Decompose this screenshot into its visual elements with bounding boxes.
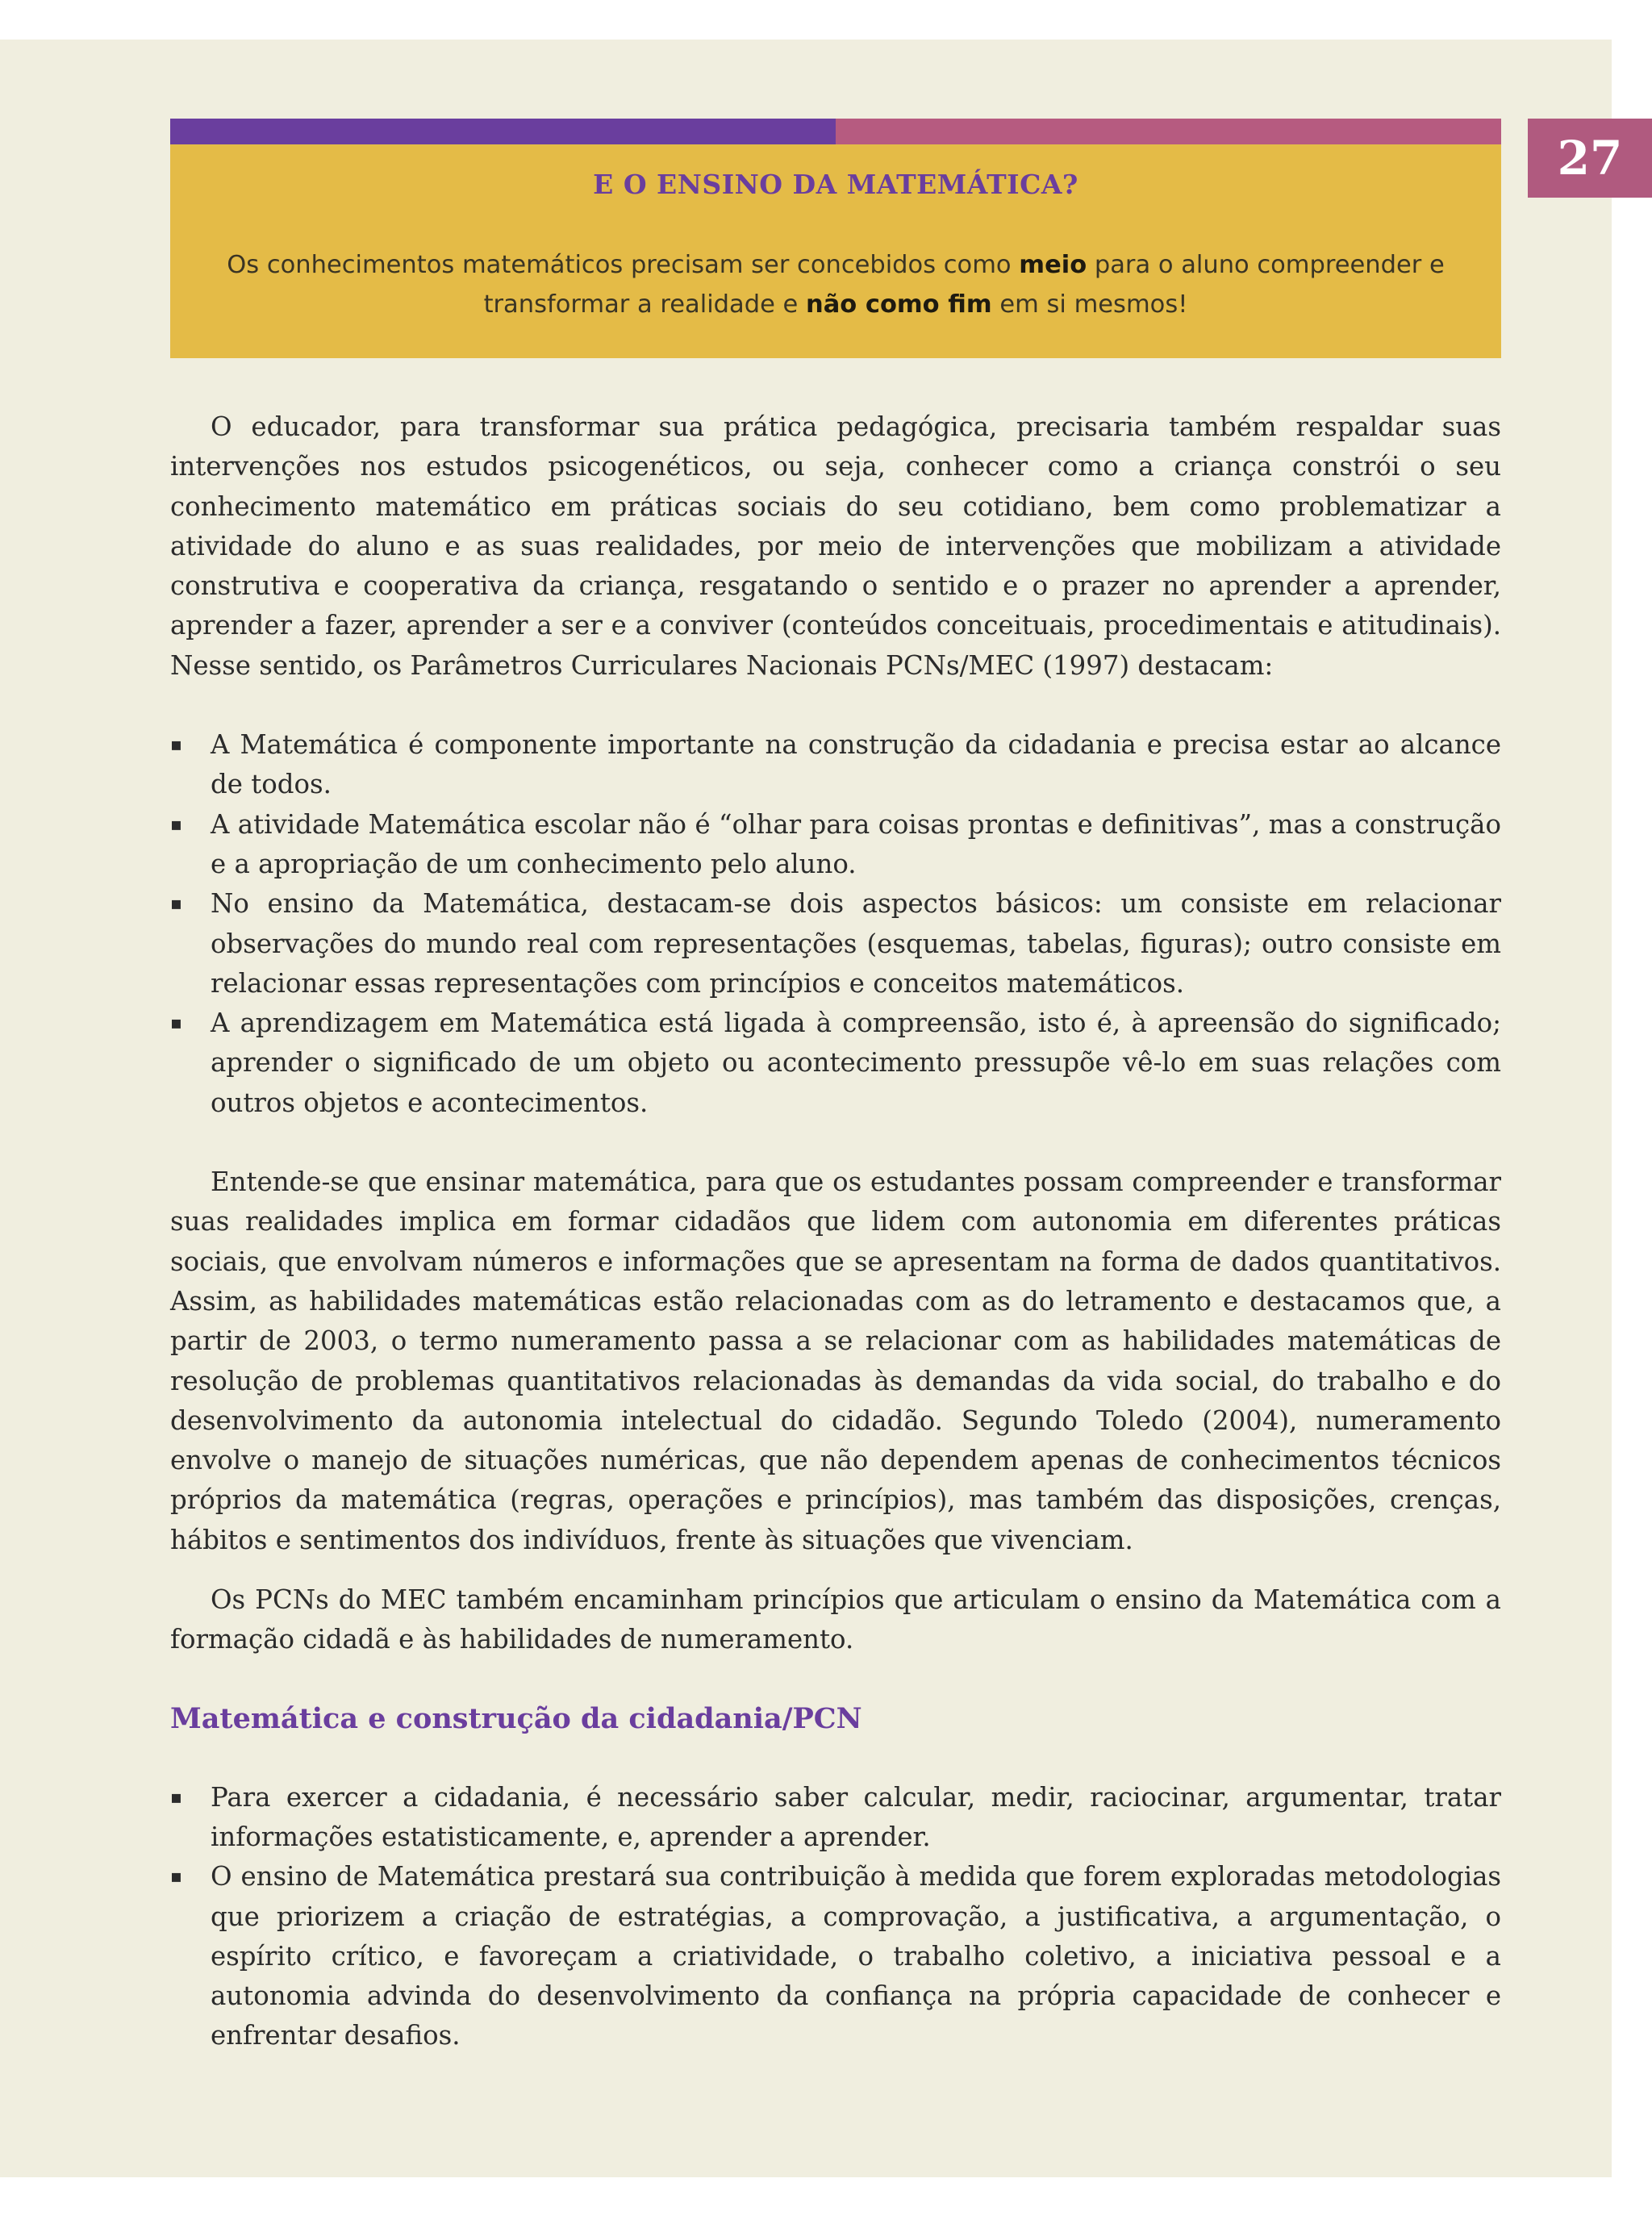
callout-bar-purple (170, 119, 836, 144)
list-item (170, 1004, 1501, 1123)
bullet-icon: ▪ (170, 1013, 182, 1034)
callout-box (170, 119, 1501, 358)
spacer (170, 1560, 1501, 1580)
callout-text (219, 245, 1453, 324)
callout-bar-pink (836, 119, 1501, 144)
callout-text-bold-meio: meio (1019, 251, 1087, 279)
list-item (170, 725, 1501, 805)
bullet-icon: ▪ (170, 814, 182, 835)
list-item-text: O ensino de Matemática prestará sua contribuição à medida que forem exploradas metodologias que priorizem a criação de estratégias, a comprovação, a justificativa, a argumentação, o espírito crítico, e favoreçam a criatividade, o trabalho coletivo, a iniciativa pessoal e a autonomia advinda do desenvolvimento da confiança na própria capacidade de conhecer e enfrentar desafios. (211, 1861, 1501, 2051)
spacer (170, 686, 1501, 725)
list-item (170, 884, 1501, 1004)
spacer (170, 1738, 1501, 1778)
list-item-text: A aprendizagem em Matemática está ligada à compreensão, isto é, à apreensão do significado; aprender o significado de um objeto ou acontecimento pressupõe vê-lo em suas relações com outros objetos e acontecimentos. (211, 1008, 1501, 1118)
section-heading: Matemática e construção da cidadania/PCN (170, 1701, 862, 1735)
list-item (170, 1778, 1501, 1858)
callout-text-part-2: para o aluno compreender e transformar a realidade e (483, 251, 1445, 319)
bullet-icon: ▪ (170, 735, 182, 756)
spacer (170, 1123, 1501, 1162)
section-bullet-list (170, 1778, 1501, 2056)
callout-title: E O ENSINO DA MATEMÁTICA? (593, 169, 1078, 200)
paragraph-numeramento: Entende-se que ensinar matemática, para que os estudantes possam compreender e transformar suas realidades implica em formar cidadãos que lidem com autonomia em diferentes práticas sociais, que envolvam números e informações que se apresentam na forma de dados quantitativos. Assim, as habilidades matemáticas estão relacionadas com as do letramento e destacamos que, a partir de 2003, o termo numeramento passa a se relacionar com as habilidades matemáticas de resolução de problemas quantitativos relacionadas às demandas da vida social, do trabalho e do desenvolvimento da autonomia intelectual do cidadão. Segundo Toledo (2004), numeramento envolve o manejo de situações numéricas, que não dependem apenas de conhecimentos técnicos próprios da matemática (regras, operações e princípios), mas também das disposições, crenças, hábitos e sentimentos dos indivíduos, frente às situações que vivenciam. (170, 1166, 1501, 1555)
list-item-text: A atividade Matemática escolar não é “olhar para coisas prontas e definitivas”, mas a construção e a apropriação de um conhecimento pelo aluno. (211, 808, 1501, 879)
main-content (170, 407, 1501, 2056)
page-number: 27 (1528, 119, 1652, 198)
list-item-text: No ensino da Matemática, destacam-se dois aspectos básicos: um consiste em relacionar observações do mundo real com representações (esquemas, tabelas, figuras); outro consiste em relacionar essas representações com princípios e conceitos matemáticos. (211, 888, 1501, 999)
list-item (170, 805, 1501, 885)
list-item-text: A Matemática é componente importante na construção da cidadania e precisa estar ao alcance de todos. (211, 729, 1501, 800)
list-item-text: Para exercer a cidadania, é necessário saber calcular, medir, raciocinar, argumentar, tratar informações estatisticamente, e, aprender a aprender. (211, 1781, 1501, 1852)
callout-text-bold-nao-como-fim: não como fim (806, 290, 992, 319)
spacer (170, 1660, 1501, 1699)
pcn-bullet-list (170, 725, 1501, 1123)
paragraph-intro: O educador, para transformar sua prática pedagógica, precisaria também respaldar suas intervenções nos estudos psicogenéticos, ou seja, conhecer como a criança constrói o seu conhecimento matemático em práticas sociais do seu cotidiano, bem como problematizar a atividade do aluno e as suas realidades, por meio de intervenções que mobilizam a atividade construtiva e cooperativa da criança, resgatando o sentido e o prazer no aprender a aprender, aprender a fazer, aprender a ser e a conviver (conteúdos conceituais, procedimentais e atitudinais). Nesse sentido, os Parâmetros Curriculares Nacionais PCNs/MEC (1997) destacam: (170, 411, 1501, 681)
callout-text-part-1: Os conhecimentos matemáticos precisam ser concebidos como (227, 251, 1020, 279)
callout-color-bar (170, 119, 1501, 144)
bullet-icon: ▪ (170, 1787, 182, 1808)
callout-text-part-3: em si mesmos! (991, 290, 1188, 319)
paragraph-pcns: Os PCNs do MEC também encaminham princípios que articulam o ensino da Matemática com a formação cidadã e às habilidades de numeramento. (170, 1584, 1501, 1655)
bullet-icon: ▪ (170, 1867, 182, 1888)
bullet-icon: ▪ (170, 894, 182, 915)
list-item (170, 1857, 1501, 2055)
